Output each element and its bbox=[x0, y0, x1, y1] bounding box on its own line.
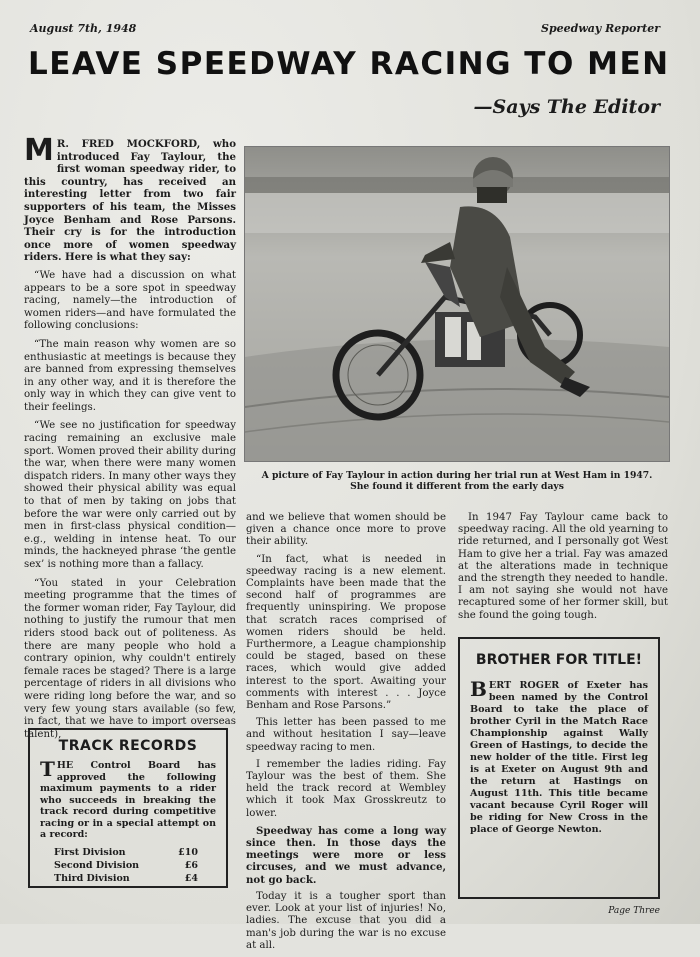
publication-name: Speedway Reporter bbox=[541, 22, 660, 35]
article-paragraph: “In fact, what is needed in speedway racing is a new element. Complaints have been made that the second half of programmes are frequently uninspiring. We propose that scratch races comprised of women riders should be held. Furthermore, a League championship could be staged, based on these races, which would give added interest to the sport. Awaiting your comments with interest . . . Joyce Benham and Rose Parsons.” bbox=[246, 553, 446, 712]
intro-paragraph bbox=[24, 133, 236, 264]
division-amount: £4 bbox=[184, 872, 198, 884]
column-left bbox=[24, 133, 236, 747]
page-number: Page Three bbox=[608, 906, 660, 916]
division-name: Third Division bbox=[54, 872, 130, 884]
rider-photo bbox=[244, 146, 670, 462]
brother-box-body: ERT ROGER of Exeter has been named by the Control Board to take the place of brother Cyril in the Match Race Championship against Wally Green of Hastings, to decide the new holder of the title. First leg is at Exeter on August 9th and the return at Hastings on August 11th. This title became vacant because Cyril Roger will be riding for New Cross in the place of George Newton. bbox=[470, 680, 648, 835]
payment-row bbox=[40, 846, 216, 859]
division-amount: £10 bbox=[178, 846, 198, 858]
track-records-dropcap: T bbox=[40, 757, 55, 781]
brother-box-title: BROTHER FOR TITLE! bbox=[475, 652, 643, 668]
track-records-text bbox=[40, 757, 216, 841]
brother-box-dropcap: B bbox=[470, 677, 487, 701]
track-records-title: TRACK RECORDS bbox=[58, 738, 198, 754]
article-paragraph: I remember the ladies riding. Fay Taylour was the best of them. She held the track record at Wembley which it took Max Grosskreutz to lower. bbox=[246, 758, 446, 819]
division-name: First Division bbox=[54, 846, 126, 858]
photo-caption: A picture of Fay Taylour in action during her trial run at West Ham in 1947. She found it different from the early days bbox=[261, 470, 653, 492]
letter-paragraph: “We see no justification for speedway racing remaining an exclusive male sport. Women proved their ability during the war, when there were many women dispatch riders. In many other ways they showed their physical ability was equal to that of men by taking on jobs that before the war were only carried out by men in first-class physical condition—e.g., welding in intense heat. To our minds, the hackneyed phrase ‘the gentle sex’ is nothing more than a fallacy. bbox=[24, 420, 236, 570]
column-middle bbox=[246, 512, 446, 957]
letter-paragraph: “You stated in your Celebration meeting programme that the times of the former woman rider, Fay Taylour, did nothing to justify the rumour that men riders stood back out of politeness. As there are many people who hold a contrary opinion, why couldn't entirely female races be staged? There is a large percentage of riders in all divisions who were riding long before the war, and so very few young stars available (so few, in fact, that we have to import overseas talent), bbox=[24, 577, 236, 740]
article-paragraph: Speedway has come a long way since then. In those days the meetings were more or less circuses, and we must advance, not go back. bbox=[246, 824, 446, 886]
intro-text: R. FRED MOCKFORD, who introduced Fay Taylour, the first woman speedway rider, to this country, has received an interesting letter from two fair supporters of his team, the Misses Joyce Benham and Rose Parsons. Their cry is for the introduction once more of women speedway riders. Here is what they say: bbox=[24, 138, 236, 264]
intro-dropcap: M bbox=[24, 133, 54, 168]
headline: LEAVE SPEEDWAY RACING TO MEN bbox=[28, 46, 670, 82]
issue-date: August 7th, 1948 bbox=[30, 22, 137, 35]
article-paragraph: and we believe that women should be given a chance once more to prove their ability. bbox=[246, 512, 446, 548]
record-payments-list bbox=[40, 846, 216, 885]
track-records-box bbox=[28, 728, 228, 888]
division-amount: £6 bbox=[184, 859, 198, 871]
payment-row bbox=[40, 859, 216, 872]
track-records-body: HE Control Board has approved the following maximum payments to a rider who succeeds in breaking the track record during competitive racing or in a special attempt on a record: bbox=[40, 760, 216, 840]
column-right bbox=[458, 512, 668, 622]
speedway-rider-image bbox=[245, 147, 669, 461]
byline: —Says The Editor bbox=[473, 96, 660, 118]
payment-row bbox=[40, 872, 216, 885]
brother-box-text bbox=[470, 677, 648, 836]
brother-for-title-box bbox=[458, 637, 660, 899]
article-paragraph: Today it is a tougher sport than ever. Look at your list of injuries! No, ladies. The excuse that you did a man's job during the war is no excuse at all. bbox=[246, 890, 446, 951]
letter-paragraph: “We have had a discussion on what appears to be a sore spot in speedway racing, namely—the introduction of women riders—and have formulated the following conclusions: bbox=[24, 269, 236, 332]
article-paragraph: This letter has been passed to me and without hesitation I say—leave speedway racing to men. bbox=[246, 717, 446, 753]
article-paragraph: In 1947 Fay Taylour came back to speedway racing. All the old yearning to ride returned, and I personally got West Ham to give her a trial. Fay was amazed at the alterations made in technique and the strength they needed to handle. I am not saying she would not have recaptured some of her former skill, but she found the going tough. bbox=[458, 512, 668, 621]
letter-paragraph: “The main reason why women are so enthusiastic at meetings is because they are banned from expressing themselves in any other way, and it is therefore the only way in which they can give vent to their feelings. bbox=[24, 338, 236, 413]
division-name: Second Division bbox=[54, 859, 140, 871]
letter-body bbox=[24, 270, 236, 741]
